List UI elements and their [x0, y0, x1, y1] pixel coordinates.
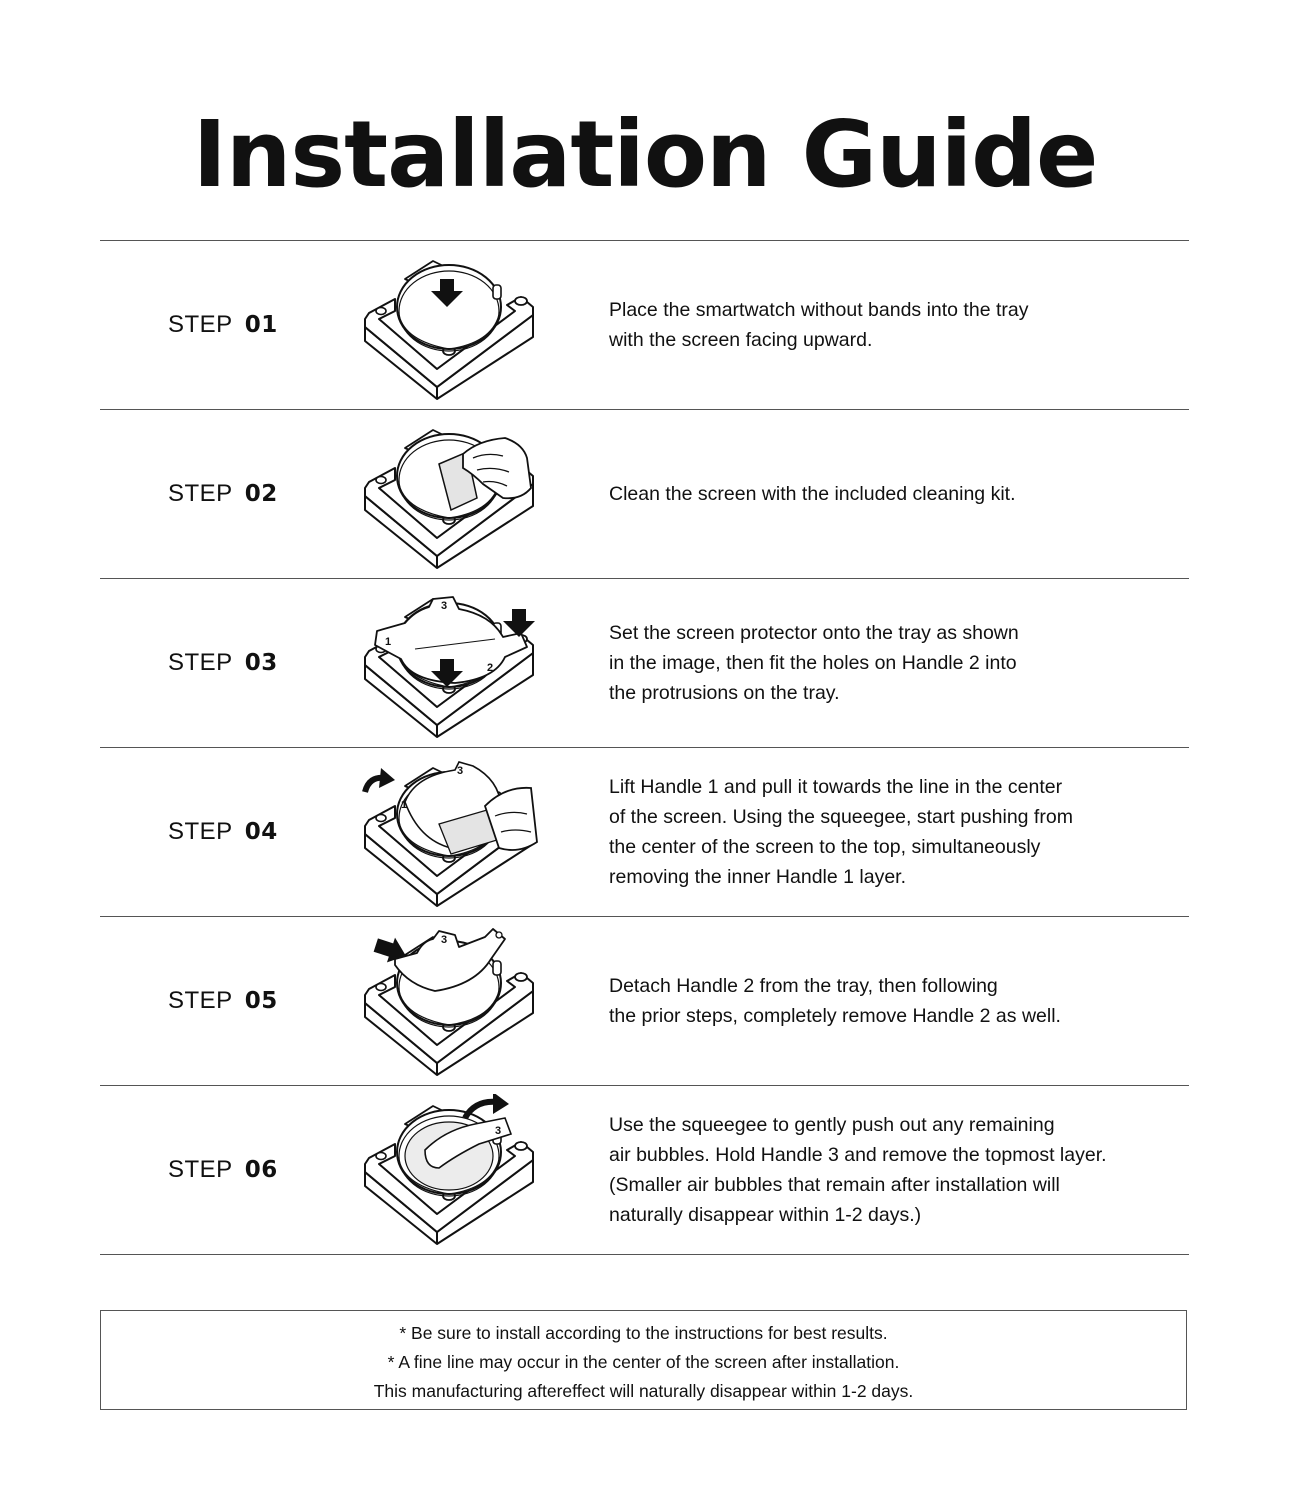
step-word: STEP: [168, 818, 233, 845]
steps-list: [100, 240, 1189, 1255]
step-description: [609, 748, 1169, 916]
step-02: [100, 410, 1189, 579]
step-text: Detach Handle 2 from the tray, then following the prior steps, completely remove Handle 2 as well.: [609, 975, 1061, 1027]
step-number: 02: [244, 481, 278, 507]
step-text: Place the smartwatch without bands into the tray with the screen facing upward.: [609, 299, 1029, 351]
step-number: 03: [244, 650, 278, 676]
handle-3-label: 3: [441, 600, 448, 612]
step-word: STEP: [168, 1156, 233, 1183]
handle-1-label: 1: [385, 636, 392, 648]
step-06: [100, 1086, 1189, 1255]
note-line: * Be sure to install according to the instructions for best results.: [399, 1323, 888, 1343]
step-text: Set the screen protector onto the tray as shown in the image, then fit the holes on Handle 2 into the protrusions on the tray.: [609, 622, 1019, 704]
cleaning-hand-icon: [355, 418, 545, 570]
note-line: This manufacturing aftereffect will naturally disappear within 1-2 days.: [373, 1381, 914, 1401]
remove-top-layer-icon: [355, 1094, 545, 1246]
handle-3-label: 3: [457, 765, 464, 777]
step-label: [168, 410, 278, 578]
step-04: [100, 748, 1189, 917]
step-description: [609, 241, 1169, 409]
step-text: Lift Handle 1 and pull it towards the line in the center of the screen. Using the squeegee, start pushing from the center of the screen to the top, simultaneously removing the inner Handle 1 layer.: [609, 776, 1073, 888]
step-01: [100, 241, 1189, 410]
step-number: 01: [244, 312, 278, 338]
step-label: [168, 1086, 278, 1254]
step-description: [609, 410, 1169, 578]
step-word: STEP: [168, 311, 233, 338]
tray-watch-arrow-icon: [355, 249, 545, 401]
step-description: [609, 1086, 1169, 1254]
step-word: STEP: [168, 649, 233, 676]
lift-handle-squeegee-icon: [355, 756, 545, 908]
detach-handle-icon: [355, 925, 545, 1077]
step-03: [100, 579, 1189, 748]
handle-2-label: 2: [487, 662, 494, 674]
step-description: [609, 579, 1169, 747]
step-text: Use the squeegee to gently push out any remaining air bubbles. Hold Handle 3 and remove the topmost layer. (Smaller air bubbles that remain after installation will naturally disappear within 1-2 days.): [609, 1114, 1107, 1226]
step-text: Clean the screen with the included cleaning kit.: [609, 483, 1016, 505]
notes-box: [100, 1310, 1187, 1410]
step-label: [168, 241, 278, 409]
step-word: STEP: [168, 987, 233, 1014]
step-label: [168, 917, 278, 1085]
step-number: 04: [244, 819, 278, 845]
step-number: 06: [244, 1157, 278, 1183]
page-title: Installation Guide: [192, 101, 1098, 208]
handle-3-label: 3: [495, 1125, 502, 1137]
note-line: * A fine line may occur in the center of the screen after installation.: [387, 1352, 900, 1372]
handle-3-label: 3: [441, 934, 448, 946]
step-word: STEP: [168, 480, 233, 507]
step-05: [100, 917, 1189, 1086]
step-label: [168, 579, 278, 747]
step-number: 05: [244, 988, 278, 1014]
handle-1-label: 1: [401, 799, 408, 811]
protector-placement-icon: [355, 587, 545, 739]
step-description: [609, 917, 1169, 1085]
step-label: [168, 748, 278, 916]
